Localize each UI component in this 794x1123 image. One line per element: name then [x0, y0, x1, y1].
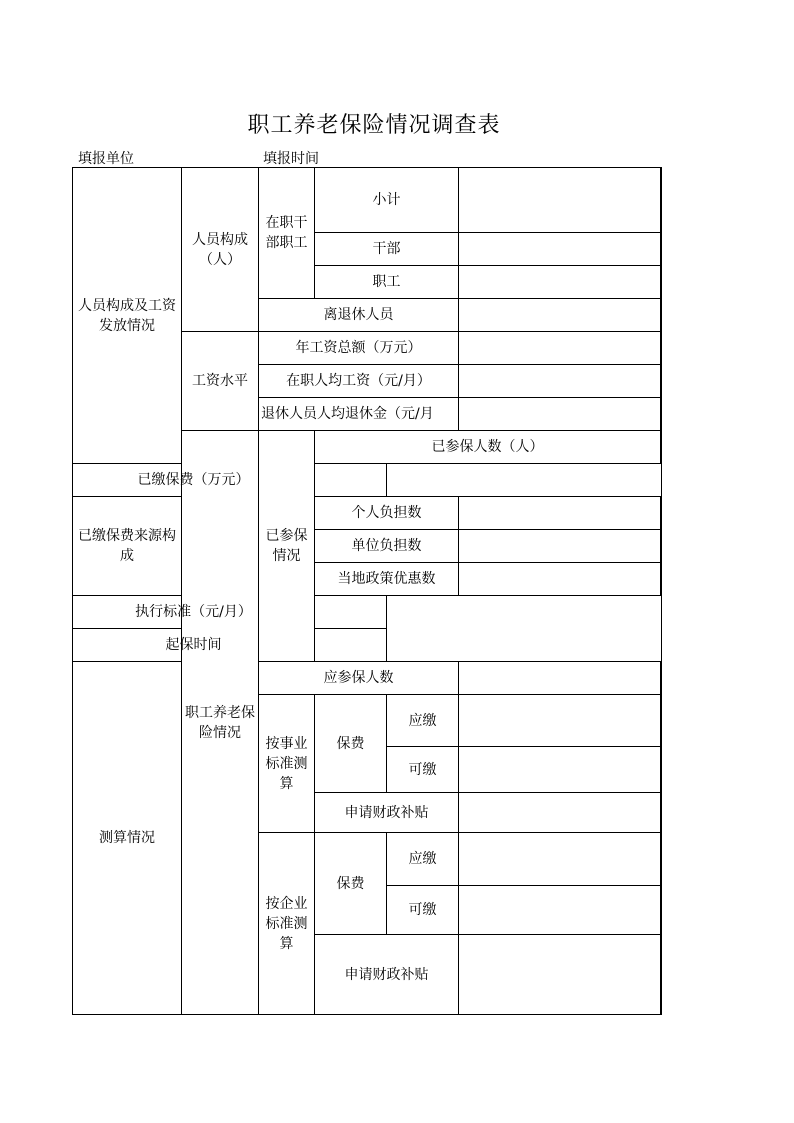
- section-personnel-wages-label: 人员构成及工资发放情况: [73, 168, 182, 464]
- retirees-label: 离退休人员: [259, 299, 459, 332]
- section-pension-insurance-label: 职工养老保险情况: [182, 431, 259, 1015]
- retiree-avg-pension-label: 退休人员人均退休金（元/月: [259, 398, 459, 431]
- cadres-value-cell[interactable]: [459, 233, 661, 266]
- personnel-composition-label: 人员构成（人）: [182, 168, 259, 332]
- wage-level-label: 工资水平: [182, 332, 259, 431]
- public-due-value-cell[interactable]: [459, 695, 661, 747]
- insured-headcount-label: 已参保人数（人）: [315, 431, 661, 464]
- public-payable-value-cell[interactable]: [459, 747, 661, 793]
- calculation-label: 测算情况: [73, 662, 182, 1015]
- execution-standard-label: 执行标准（元/月）: [73, 596, 315, 629]
- premium-paid-value-cell[interactable]: [315, 464, 387, 497]
- premium-paid-label: 已缴保费（万元）: [73, 464, 315, 497]
- annual-wage-total-label: 年工资总额（万元）: [259, 332, 459, 365]
- enterprise-subsidy-value-cell[interactable]: [459, 935, 661, 1015]
- enterprise-standard-calc-label: 按企业标准测算: [259, 833, 315, 1015]
- insurance-start-time-value-cell[interactable]: [315, 629, 387, 662]
- public-due-label: 应缴: [387, 695, 459, 747]
- personal-burden-value-cell[interactable]: [459, 497, 661, 530]
- retiree-avg-pension-value-cell[interactable]: [459, 398, 661, 431]
- public-premium-label: 保费: [315, 695, 387, 793]
- workers-label: 职工: [315, 266, 459, 299]
- local-policy-discount-value-cell[interactable]: [459, 563, 661, 596]
- public-standard-calc-label: 按事业标准测算: [259, 695, 315, 833]
- enterprise-due-value-cell[interactable]: [459, 833, 661, 886]
- unit-burden-value-cell[interactable]: [459, 530, 661, 563]
- reporting-time-label: 填报时间: [263, 151, 319, 167]
- execution-standard-value-cell[interactable]: [315, 596, 387, 629]
- personal-burden-label: 个人负担数: [315, 497, 459, 530]
- workers-value-cell[interactable]: [459, 266, 661, 299]
- subtotal-label: 小计: [315, 168, 459, 233]
- enterprise-premium-label: 保费: [315, 833, 387, 935]
- unit-burden-label: 单位负担数: [315, 530, 459, 563]
- enterprise-payable-value-cell[interactable]: [459, 886, 661, 935]
- insured-headcount-value-cell[interactable]: [661, 431, 662, 464]
- should-insure-headcount-label: 应参保人数: [259, 662, 459, 695]
- active-staff-label: 在职干部职工: [259, 168, 315, 299]
- local-policy-discount-label: 当地政策优惠数: [315, 563, 459, 596]
- annual-wage-total-value-cell[interactable]: [459, 332, 661, 365]
- insured-status-label: 已参保情况: [259, 431, 315, 662]
- active-avg-wage-value-cell[interactable]: [459, 365, 661, 398]
- cadres-label: 干部: [315, 233, 459, 266]
- premium-source-label: 已缴保费来源构成: [73, 497, 182, 596]
- page-title: 职工养老保险情况调查表: [247, 113, 501, 138]
- retirees-value-cell[interactable]: [459, 299, 661, 332]
- active-avg-wage-label: 在职人均工资（元/月）: [259, 365, 459, 398]
- survey-table: [72, 167, 662, 1015]
- enterprise-due-label: 应缴: [387, 833, 459, 886]
- enterprise-payable-label: 可缴: [387, 886, 459, 935]
- enterprise-subsidy-label: 申请财政补贴: [315, 935, 459, 1015]
- public-subsidy-value-cell[interactable]: [459, 793, 661, 833]
- should-insure-headcount-value-cell[interactable]: [459, 662, 661, 695]
- public-payable-label: 可缴: [387, 747, 459, 793]
- insurance-start-time-label: 起保时间: [73, 629, 315, 662]
- public-subsidy-label: 申请财政补贴: [315, 793, 459, 833]
- subtotal-value-cell[interactable]: [459, 168, 661, 233]
- reporting-unit-label: 填报单位: [78, 151, 134, 167]
